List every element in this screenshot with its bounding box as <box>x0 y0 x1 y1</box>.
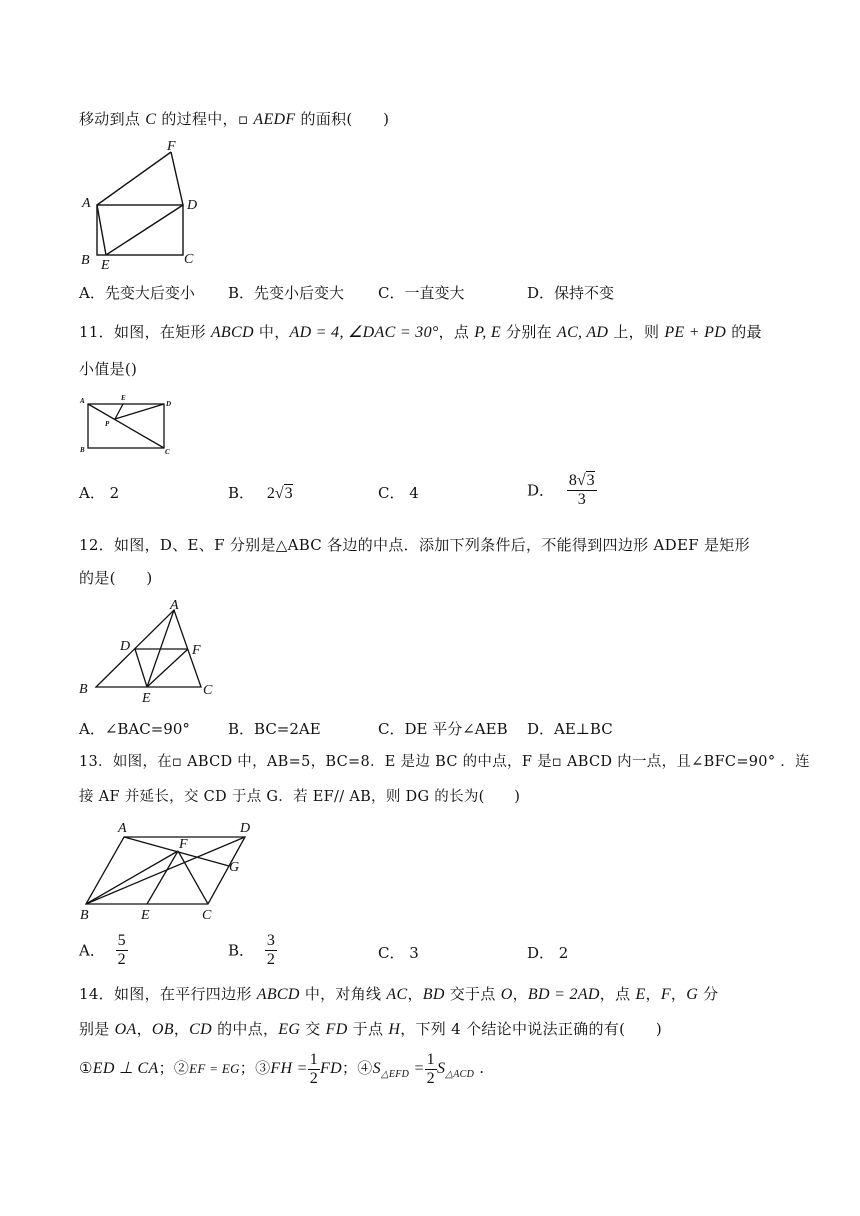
q12-label-a: A <box>170 598 179 613</box>
q10-text: 的面积( ) <box>295 110 390 128</box>
q14-conclusion-3-lhs: FH = <box>270 1060 308 1077</box>
q14-g: G <box>686 986 699 1003</box>
q11-text: ，点 <box>438 323 475 341</box>
q14-bd: BD <box>422 986 445 1003</box>
q13-option-a-fraction <box>116 932 128 969</box>
q14-separator: ；② <box>158 1059 190 1077</box>
q12-figure <box>76 598 221 706</box>
q14-equation: BD = 2AD <box>527 986 600 1003</box>
q14-c4-denominator: 2 <box>426 1069 435 1087</box>
q14-end: . <box>474 1059 485 1077</box>
q14-parallelogram: ABCD <box>256 986 300 1003</box>
q11-label-c: C <box>165 448 170 456</box>
q10-seg-fd <box>171 152 183 205</box>
q14-stem-line1 <box>79 983 718 1006</box>
q13-seg-bd <box>86 837 245 904</box>
q14-text: ， <box>136 1020 152 1038</box>
q10-point-c: C <box>145 111 157 128</box>
q10-label-f: F <box>167 139 176 154</box>
q12-label-d: D <box>120 639 131 654</box>
q12-option-b[interactable]: B．BC=2AE <box>228 720 321 738</box>
q11-option-b[interactable] <box>228 482 293 505</box>
q13-option-b-fraction <box>265 932 277 969</box>
q12-label-b: B <box>79 682 88 697</box>
q11-stem-line2: 小值是() <box>79 360 138 378</box>
q11-b-coef: 2 <box>266 485 275 502</box>
q13-figure <box>78 818 263 924</box>
q11-segments: AC, AD <box>557 324 609 341</box>
q13-option-c[interactable]: C． 3 <box>378 944 419 962</box>
q14-fd: FD <box>325 1021 348 1038</box>
q10-option-a[interactable]: A．先变大后变小 <box>79 284 195 302</box>
q12-label-e: E <box>142 691 151 706</box>
q14-conclusions <box>79 1050 484 1093</box>
q11-expression: PE + PD <box>664 324 727 341</box>
q13-option-b[interactable] <box>228 932 277 969</box>
q14-conclusion-3-rhs: FD <box>320 1060 342 1077</box>
q14-stem-line2 <box>79 1018 662 1041</box>
q10-label-d: D <box>187 198 198 213</box>
q11-option-b-prefix: B． <box>228 484 255 502</box>
q11-label-p: P <box>105 420 110 428</box>
q14-text: ，下列 4 个结论中说法正确的有( ) <box>400 1020 662 1038</box>
q14-h: H <box>388 1021 401 1038</box>
q14-conclusion-4-sub2: △ACD <box>445 1069 475 1080</box>
q10-text: 的过程中，▫ <box>156 110 254 128</box>
q11-text: 的最 <box>726 323 762 341</box>
q11-d-coef: 8 <box>568 472 577 489</box>
q11-label-a: A <box>80 397 85 405</box>
q14-text: 分 <box>698 985 719 1003</box>
q10-stem <box>79 108 389 131</box>
q11-option-d-prefix: D． <box>527 481 555 500</box>
q14-e: E <box>635 986 646 1003</box>
q10-label-a: A <box>82 196 91 211</box>
q11-figure <box>78 394 178 456</box>
q14-text: ， <box>407 985 423 1003</box>
q14-text: ， <box>173 1020 190 1038</box>
q13-label-d: D <box>240 821 251 836</box>
q11-text: 上，则 <box>608 323 665 341</box>
q11-option-c[interactable]: C． 4 <box>378 484 419 502</box>
q13-b-numerator: 3 <box>266 932 275 949</box>
q14-conclusion-3-fraction <box>308 1051 320 1088</box>
q11-d-numerator: 8√3 <box>568 472 595 489</box>
q11-label-d: D <box>166 400 172 408</box>
q10-label-e: E <box>101 258 110 273</box>
q13-seg-bf <box>86 851 178 904</box>
q14-text: ， <box>670 985 687 1003</box>
q10-rect-abcd <box>97 205 183 255</box>
q13-option-a[interactable] <box>79 932 128 969</box>
q11-label-e: E <box>121 394 126 402</box>
q14-c4-numerator: 1 <box>426 1050 435 1068</box>
q13-seg-fe <box>147 851 178 904</box>
q14-text: 交 <box>300 1020 326 1038</box>
q14-text: ， <box>645 985 661 1003</box>
q13-stem-line2: 接 AF 并延长，交 CD 于点 G．若 EF// AB，则 DG 的长为( ) <box>79 789 521 805</box>
q13-label-f: F <box>179 837 188 852</box>
q11-text: 11．如图，在矩形 <box>79 323 211 341</box>
q11-stem-line1 <box>79 321 762 344</box>
q12-label-f: F <box>192 643 201 658</box>
q13-a-numerator: 5 <box>117 932 126 949</box>
q14-text: ， <box>512 985 528 1003</box>
q14-text: 的中点， <box>212 1020 279 1038</box>
q14-f: F <box>660 986 671 1003</box>
q13-b-denominator: 2 <box>266 951 275 968</box>
q10-option-c[interactable]: C．一直变大 <box>378 284 465 302</box>
q11-text: 中， <box>253 323 290 341</box>
q10-seg-af <box>97 152 171 205</box>
q14-eg: EG <box>278 1021 301 1038</box>
q13-option-a-prefix: A． <box>79 941 105 960</box>
q14-ac: AC <box>386 986 408 1003</box>
q14-text: 14．如图，在平行四边形 <box>79 985 257 1003</box>
q13-label-c: C <box>202 908 212 923</box>
q13-a-denominator: 2 <box>117 951 126 968</box>
q14-ob: OB <box>151 1021 174 1038</box>
q11-label-b: B <box>80 446 85 454</box>
q14-conclusion-4-sub1: △EFD <box>380 1069 410 1080</box>
q13-stem-line1: 13．如图，在▫ ABCD 中，AB=5，BC=8．E 是边 BC 的中点，F 是▫ ABCD 内一点，且∠BFC=90° ．连 <box>79 754 810 770</box>
q14-text: 交于点 <box>444 985 501 1003</box>
q14-conclusion-1-mark: ① <box>79 1059 93 1077</box>
q10-text: 移动到点 <box>79 110 146 128</box>
q12-label-c: C <box>203 683 213 698</box>
q14-conclusion-4-eq: = <box>409 1060 425 1077</box>
q12-option-a[interactable]: A．∠BAC=90° <box>79 720 190 738</box>
q14-conclusion-1: ED ⊥ CA <box>92 1060 159 1077</box>
q12-option-d[interactable]: D．AE⊥BC <box>527 720 613 738</box>
q14-conclusion-4-s1: S <box>372 1060 381 1077</box>
q14-c3-numerator: 1 <box>309 1050 319 1068</box>
q10-figure <box>76 136 216 271</box>
q14-separator: ；④ <box>341 1059 373 1077</box>
q10-shape: AEDF <box>253 111 296 128</box>
q14-cd: CD <box>189 1021 212 1038</box>
q10-option-d[interactable]: D．保持不变 <box>527 284 615 302</box>
q14-oa: OA <box>114 1021 137 1038</box>
q11-option-d[interactable] <box>527 472 597 509</box>
q11-option-a[interactable]: A． 2 <box>79 484 120 502</box>
q11-d-denominator: 3 <box>577 491 586 508</box>
q10-label-b: B <box>81 253 90 268</box>
q11-b-radicand: 3 <box>284 485 293 502</box>
q11-rect: ABCD <box>210 324 254 341</box>
q11-condition: AD = 4, ∠DAC = 30° <box>289 324 439 341</box>
q11-diagonal-ac <box>88 404 164 448</box>
q14-conclusion-2: EF = EG <box>189 1061 240 1076</box>
q13-label-a: A <box>118 821 127 836</box>
q14-text: 于点 <box>347 1020 389 1038</box>
q13-option-d[interactable]: D． 2 <box>527 944 569 962</box>
q14-conclusion-4-fraction <box>425 1051 437 1088</box>
q11-text: 分别在 <box>500 323 557 341</box>
q13-label-b: B <box>80 908 89 923</box>
q13-option-b-prefix: B． <box>228 941 255 960</box>
q11-option-b-value: 2√3 <box>266 485 293 502</box>
q14-text: 中，对角线 <box>299 985 387 1003</box>
q14-conclusion-4-s2: S <box>436 1060 446 1077</box>
q10-option-b[interactable]: B．先变小后变大 <box>228 284 345 302</box>
q11-option-d-fraction <box>567 472 597 509</box>
q11-points: P, E <box>474 324 501 341</box>
q14-c3-denominator: 2 <box>309 1069 319 1087</box>
q14-o: O <box>500 986 513 1003</box>
q12-stem-line1: 12．如图，D、E、F 分别是△ABC 各边的中点．添加下列条件后，不能得到四边形 ADEF 是矩形 <box>79 536 750 554</box>
q14-separator: ；③ <box>239 1059 271 1077</box>
q14-text: ，点 <box>599 985 636 1003</box>
q10-seg-ed <box>106 205 183 255</box>
q12-option-c[interactable]: C．DE 平分∠AEB <box>378 720 508 738</box>
q13-label-g: G <box>229 860 240 875</box>
q12-stem-line2: 的是( ) <box>79 569 153 587</box>
q12-seg-de <box>135 649 147 687</box>
q10-label-c: C <box>184 252 194 267</box>
q10-seg-ae <box>97 205 106 255</box>
q14-text: 别是 <box>79 1020 115 1038</box>
q13-label-e: E <box>141 908 150 923</box>
q11-d-radicand: 3 <box>586 472 595 489</box>
